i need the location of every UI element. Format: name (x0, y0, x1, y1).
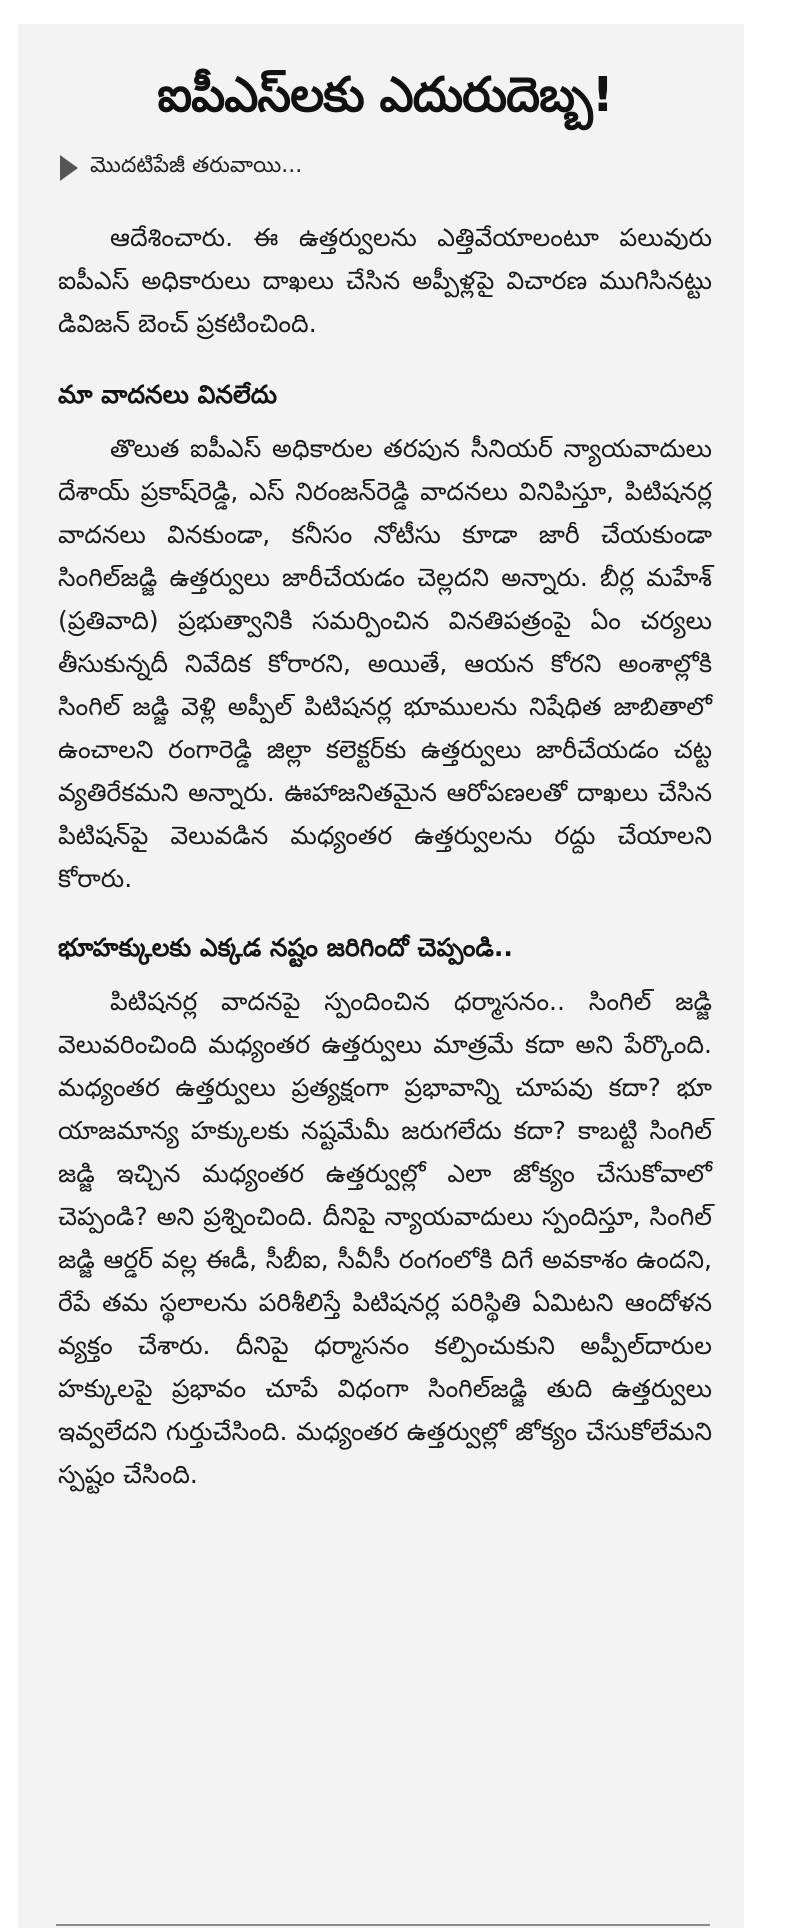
subhead-arguments-not-heard: మా వాదనలు వినలేదు (58, 380, 278, 409)
continued-from-line (58, 150, 712, 186)
paragraph-bench-response: పిటిషనర్ల వాదనపై స్పందించిన ధర్మాసనం.. సింగిల్ జడ్జి వెలువరించింది మధ్యంతర ఉత్తర్వులు మాత్రమే కదా అని పేర్కొంది. మధ్యంతర ఉత్తర్వులు ప్రత్యక్షంగా ప్రభావాన్ని చూపవు కదా? భూ యాజమాన్య హక్కులకు నష్టమేమీ జరుగలేదు కదా? కాబట్టి సింగిల్ జడ్జి ఇచ్చిన మధ్యంతర ఉత్తర్వుల్లో ఎలా జోక్యం చేసుకోవాలో చెప్పండి? అని ప్రశ్నించింది. దీనిపై న్యాయవాదులు స్పందిస్తూ, సింగిల్ జడ్జి ఆర్డర్ వల్ల ఈడీ, సీబీఐ, సీవీసీ రంగంలోకి దిగే అవకాశం ఉందని, రేపే తమ స్థలాలను పరిశీలిస్తే పిటిషనర్ల పరిస్థితి ఏమిటని ఆందోళన వ్యక్తం చేశారు. దీనిపై ధర్మాసనం కల్పించుకుని అప్పీల్‌దారుల హక్కులపై ప్రభావం చూపే విధంగా సింగిల్‌జడ్జి తుది ఉత్తర్వులు ఇవ్వలేదని గుర్తుచేసింది. మధ్యంతర ఉత్తర్వుల్లో జోక్యం చేసుకోలేమని స్పష్టం చేసింది. (58, 987, 712, 1489)
headline: ఐపీఎస్‌లకు ఎదురుదెబ్బ! (157, 67, 613, 123)
bottom-divider (56, 1924, 710, 1926)
paragraph-arguments: తొలుత ఐపీఎస్ అధికారుల తరపున సీనియర్ న్యాయవాదులు దేశాయ్ ప్రకాష్‌రెడ్డి, ఎస్ నిరంజన్‌రెడ్డి వాదనలు వినిపిస్తూ, పిటిషనర్ల వాదనలు వినకుండా, కనీసం నోటీసు కూడా జారీ చేయకుండా సింగిల్‌జడ్జి ఉత్తర్వులు జారీచేయడం చెల్లదని అన్నారు. బీర్ల మహేశ్ (ప్రతివాది) ప్రభుత్వానికి సమర్పించిన వినతిపత్రంపై ఏం చర్యలు తీసుకున్నదీ నివేదిక కోరారని, అయితే, ఆయన కోరని అంశాల్లోకి సింగిల్ జడ్జి వెళ్లి అప్పీల్ పిటిషనర్ల భూములను నిషేధిత జాబితాలో ఉంచాలని రంగారెడ్డి జిల్లా కలెక్టర్‌కు ఉత్తర్వులు జారీచేయడం చట్ట వ్యతిరేకమని అన్నారు. ఊహాజనితమైన ఆరోపణలతో దాఖలు చేసిన పిటిషన్‌పై వెలువడిన మధ్యంతర ఉత్తర్వులను రద్దు చేయాలని కోరారు. (58, 434, 712, 893)
subhead-land-rights: భూహక్కులకు ఎక్కడ నష్టం జరిగిందో చెప్పండి.. (58, 933, 513, 962)
paragraph-intro: ఆదేశించారు. ఈ ఉత్తర్వులను ఎత్తివేయాలంటూ పలువురు ఐపీఎస్ అధికారులు దాఖలు చేసిన అప్పీళ్లపై విచారణ ముగిసినట్టు డివిజన్ బెంచ్ ప్రకటించింది. (58, 223, 712, 338)
triangle-right-arrow-icon (60, 155, 78, 181)
continued-from-label: మొదటిపేజీ తరువాయి... (90, 153, 303, 178)
news-clipping (18, 24, 744, 1928)
